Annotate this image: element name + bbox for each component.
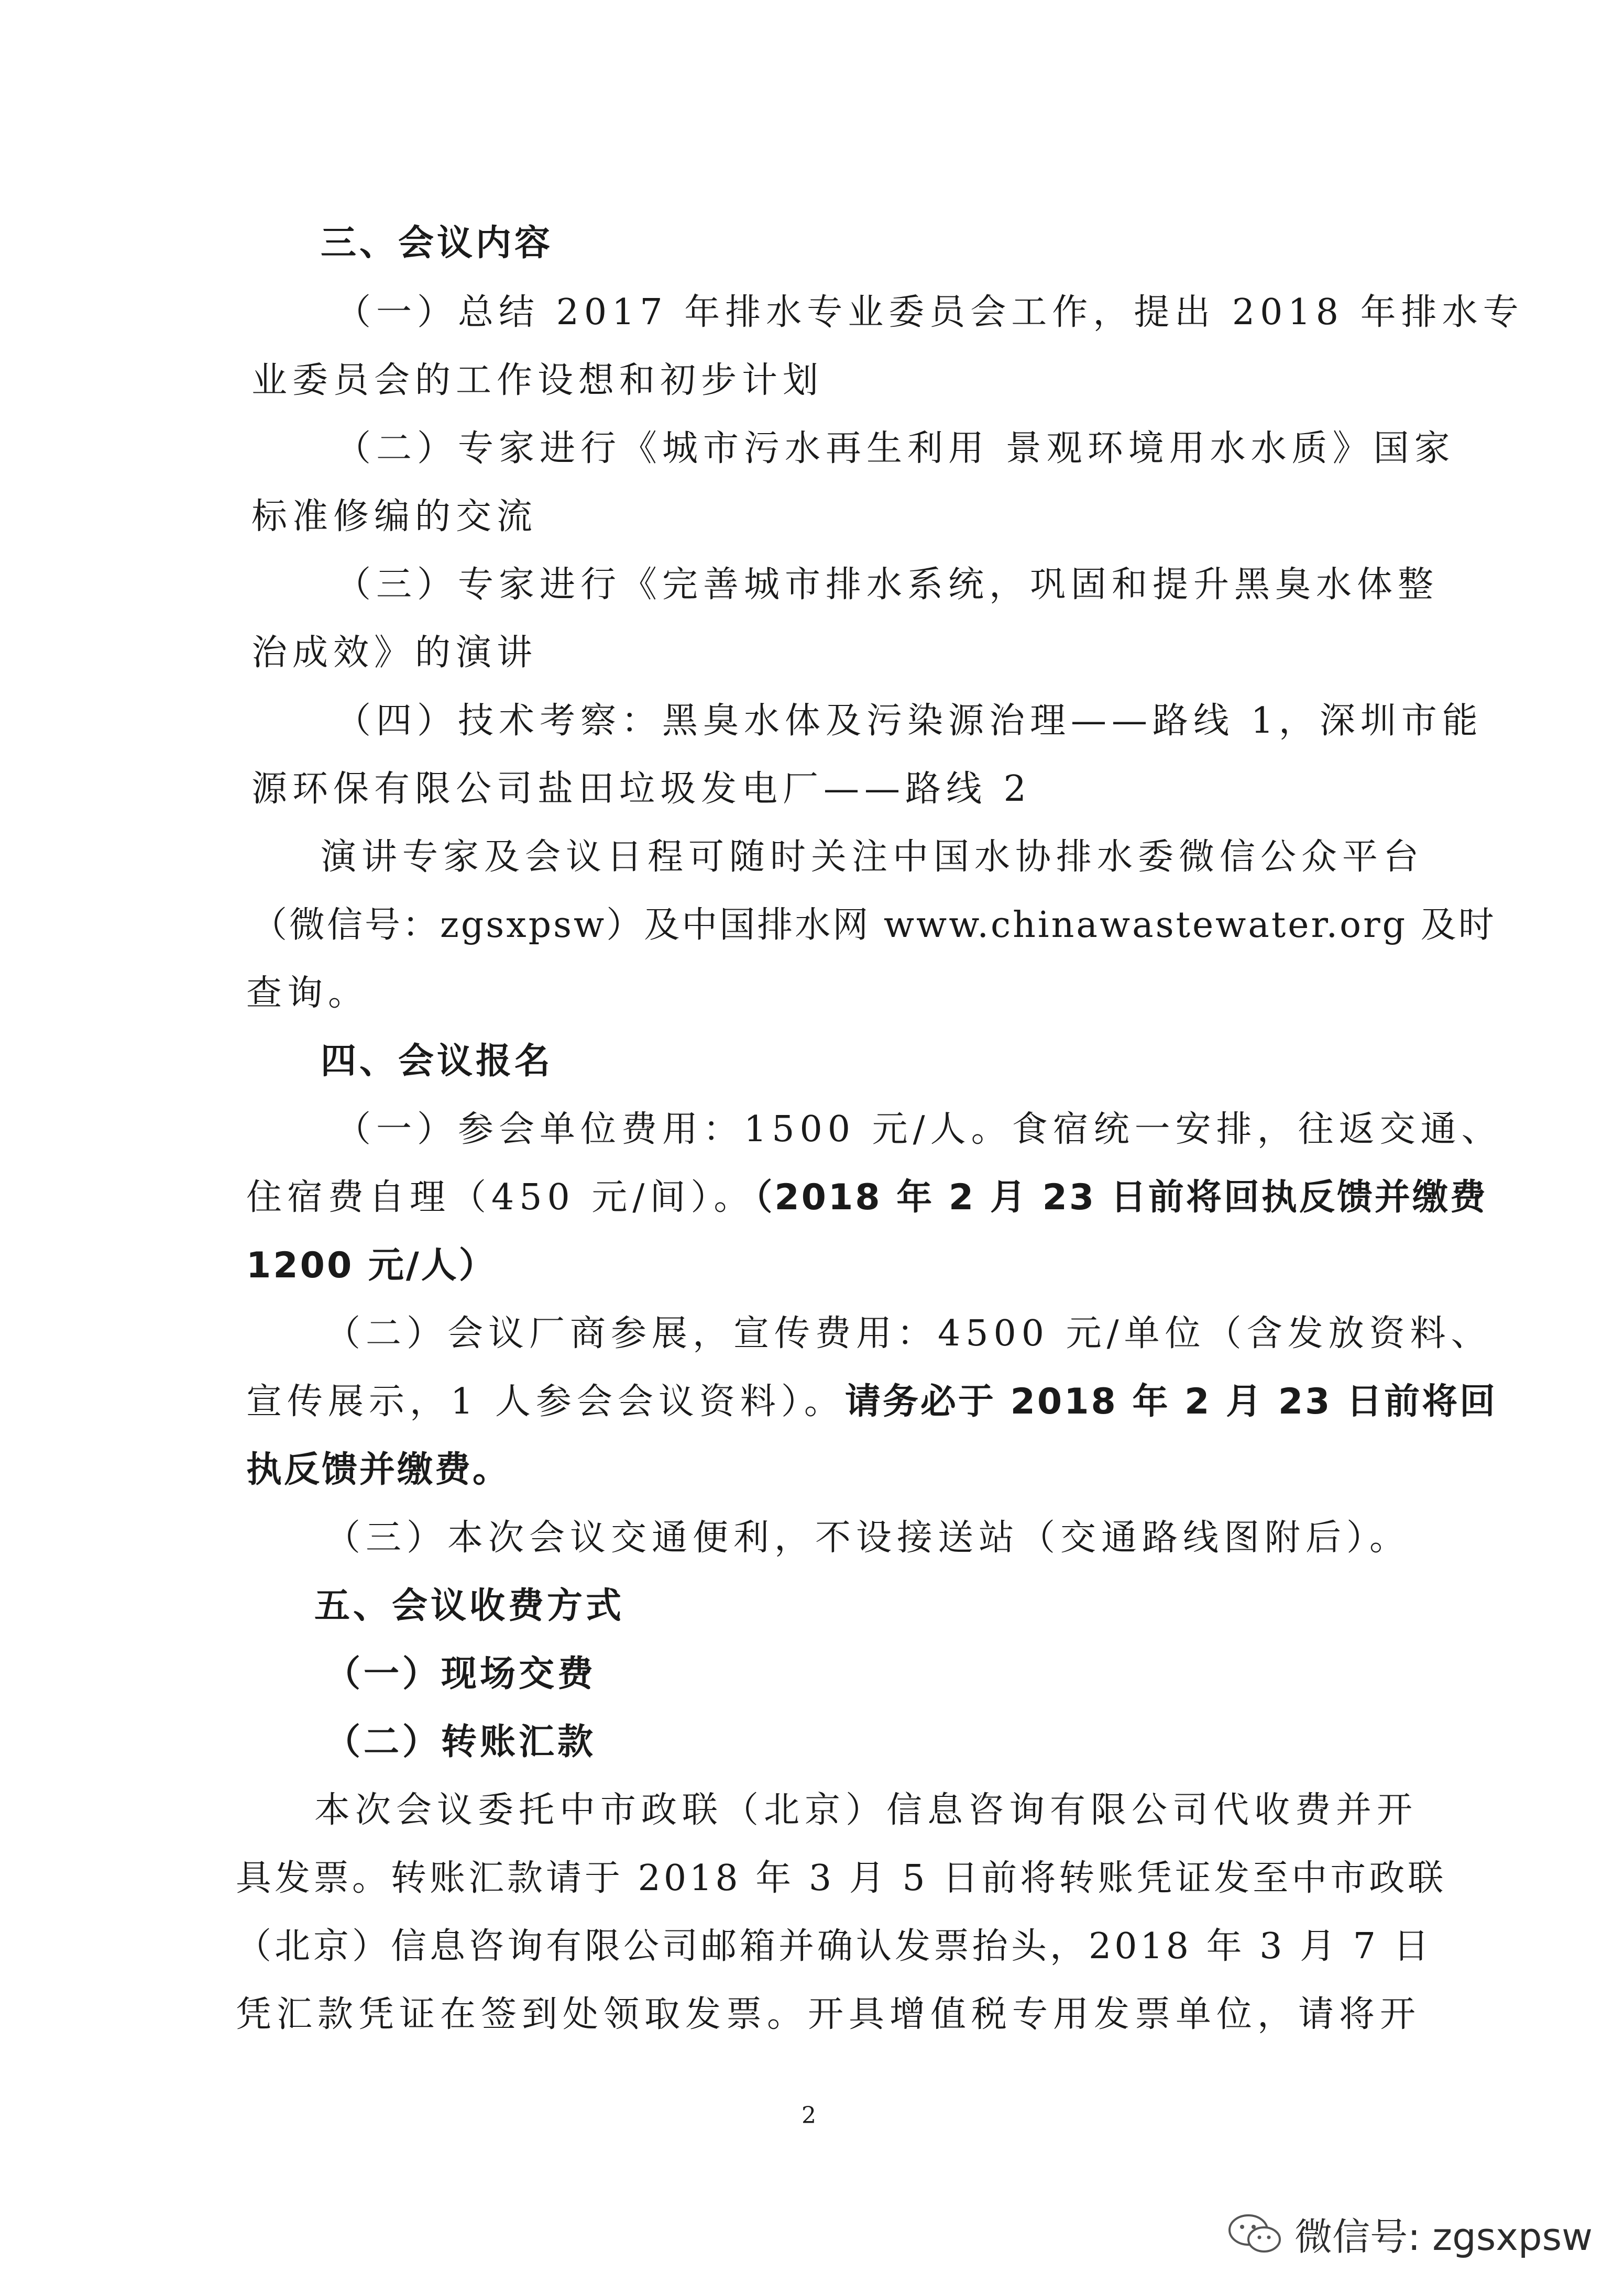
text-line: 标准修编的交流 xyxy=(251,496,538,537)
text-line: （一）总结 2017 年排水专业委员会工作，提出 2018 年排水专 xyxy=(335,292,1524,333)
text-line: 演讲专家及会议日程可随时关注中国水协排水委微信公众平台 xyxy=(321,836,1424,878)
section-heading-3: 三、会议内容 xyxy=(321,223,554,264)
text-line: 治成效》的演讲 xyxy=(251,632,538,674)
wechat-watermark xyxy=(1226,2210,1593,2257)
text-line: （三）本次会议交通便利，不设接送站（交通路线图附后）。 xyxy=(325,1517,1411,1559)
text-line: 源环保有限公司盐田垃圾发电厂——路线 2 xyxy=(251,768,1032,810)
text-bold: 请务必于 2018 年 2 月 23 日前将回 xyxy=(844,1381,1498,1422)
text-line-mixed xyxy=(246,1378,1497,1426)
text-line: 凭汇款凭证在签到处领取发票。开具增值税专用发票单位，请将开 xyxy=(236,1994,1421,2035)
text-normal: 住宿费自理（450 元/间）。 xyxy=(246,1177,755,1218)
page-number: 2 xyxy=(802,2102,816,2129)
text-line: 查询。 xyxy=(246,973,369,1014)
text-line: （二）会议厂商参展，宣传费用：4500 元/单位（含发放资料、 xyxy=(325,1313,1492,1354)
text-line: （北京）信息咨询有限公司邮箱并确认发票抬头，2018 年 3 月 7 日 xyxy=(236,1926,1432,1967)
text-line: 业委员会的工作设想和初步计划 xyxy=(251,360,824,401)
text-normal: 宣传展示，1 人参会会议资料）。 xyxy=(246,1381,845,1422)
subheading: （一）现场交费 xyxy=(325,1653,597,1695)
text-line: （二）专家进行《城市污水再生利用 景观环境用水水质》国家 xyxy=(335,428,1455,469)
text-line: 执反馈并缴费。 xyxy=(246,1449,511,1491)
text-line: 本次会议委托中市政联（北京）信息咨询有限公司代收费并开 xyxy=(314,1790,1418,1831)
text-line: 具发票。转账汇款请于 2018 年 3 月 5 日前将转账凭证发至中市政联 xyxy=(236,1858,1447,1899)
text-bold: （2018 年 2 月 23 日前将回执反馈并缴费 xyxy=(754,1177,1488,1218)
text-line: （微信号：zgsxpsw）及中国排水网 www.chinawastewater.org 及时 xyxy=(251,904,1496,946)
text-line-mixed xyxy=(246,1174,1488,1221)
watermark-text: 微信号: zgsxpsw xyxy=(1294,2215,1593,2259)
section-heading-5: 五、会议收费方式 xyxy=(314,1585,625,1627)
wechat-icon xyxy=(1226,2210,1284,2257)
text-line: （三）专家进行《完善城市排水系统，巩固和提升黑臭水体整 xyxy=(335,564,1439,605)
text-line: 1200 元/人） xyxy=(246,1245,497,1286)
text-line: （四）技术考察：黑臭水体及污染源治理——路线 1，深圳市能 xyxy=(335,700,1483,742)
section-heading-4: 四、会议报名 xyxy=(321,1041,554,1082)
text-line: （一）参会单位费用：1500 元/人。食宿统一安排，往返交通、 xyxy=(335,1109,1502,1150)
subheading: （二）转账汇款 xyxy=(325,1721,597,1763)
